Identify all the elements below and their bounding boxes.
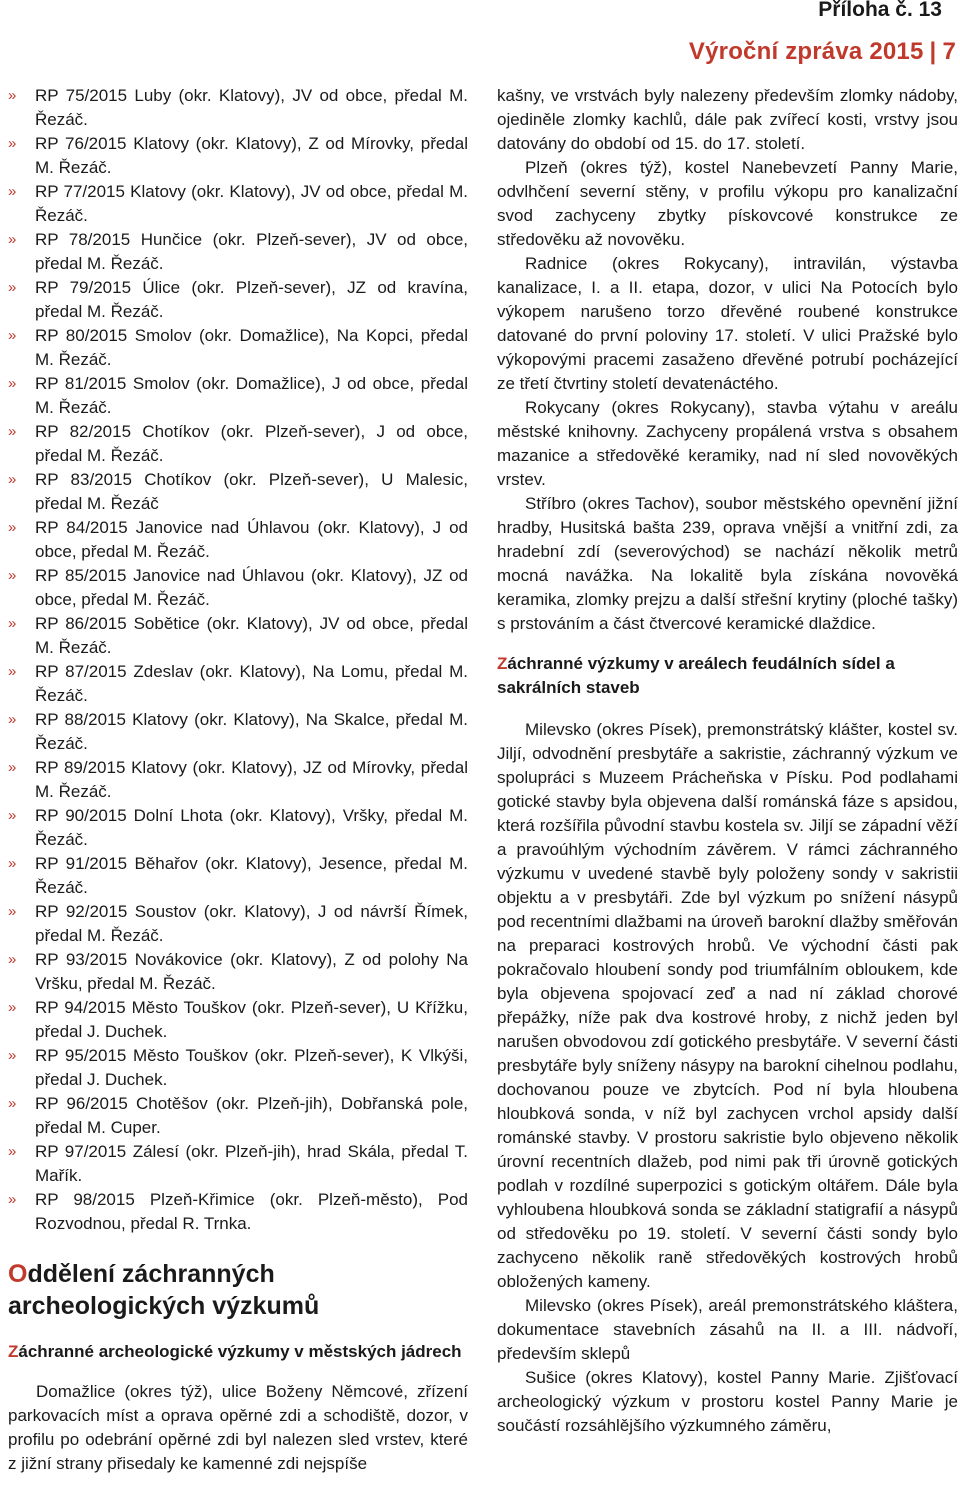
record-entry-text: RP 80/2015 Smolov (okr. Domažlice), Na Kopci, předal M. Řezáč. <box>35 326 468 369</box>
record-entry <box>8 1188 468 1236</box>
paragraph: Rokycany (okres Rokycany), stavba výtahu v areálu městské knihovny. Zachyceny propálená vrstva s obsahem mazanice a středověké keramiky, nad ní sled novověkých vrstev. <box>497 398 958 489</box>
subsection-title <box>497 652 958 700</box>
record-entry <box>8 948 468 996</box>
record-entry <box>8 468 468 516</box>
bullet-icon: » <box>8 615 17 632</box>
record-entry <box>8 660 468 708</box>
paragraph: Stříbro (okres Tachov), soubor městského opevnění jižní hradby, Husitská bašta 239, oprava vnější a vnitřní zdi, za hradební zdí (severovýchod) se nachází několik metrů mocná navážka. Na lokalitě byla získána novověká keramika, zlomky prejzu a další střešní krytiny (ploché tašky) s prstováním a část čtvercové keramické dlaždice. <box>497 494 958 633</box>
record-entry-text: RP 75/2015 Luby (okr. Klatovy), JV od obce, předal M. Řezáč. <box>35 86 468 129</box>
bullet-icon: » <box>8 471 17 488</box>
bullet-icon: » <box>8 183 17 200</box>
bullet-icon: » <box>8 87 17 104</box>
record-entry-text: RP 92/2015 Soustov (okr. Klatovy), J od návrší Římek, předal M. Řezáč. <box>35 902 468 945</box>
report-title: Výroční zpráva 2015 <box>688 38 924 65</box>
record-entry-text: RP 82/2015 Chotíkov (okr. Plzeň-sever), J od obce, předal M. Řezáč. <box>35 422 468 465</box>
record-entry-text: RP 85/2015 Janovice nad Úhlavou (okr. Klatovy), JZ od obce, předal M. Řezáč. <box>35 566 468 609</box>
bullet-icon: » <box>8 279 17 296</box>
bullet-icon: » <box>8 423 17 440</box>
record-entry-text: RP 77/2015 Klatovy (okr. Klatovy), JV od obce, předal M. Řezáč. <box>35 182 468 225</box>
paragraph: Milevsko (okres Písek), premonstrátský klášter, kostel sv. Jiljí, odvodnění presbytáře a sakristie, záchranný výzkum ve spolupráci s Muzeem Prácheňska v Písku. Pod podlahami gotické stavby byla objevena další románská fáze s apsidou, která rozšířila původní stavbu kostela sv. Jiljí se západní věží a pravoúhlým východním závěrem. V rámci záchranného výzkumu v uvedené stavbě byly položeny sondy v sakristii objektu a v presbytáři. Zde byl výzkum po snížení násypů pod recentními dlažbami na úroveň barokní dlažby směřován na preparaci kostrových hrobů. Ve východní části pak pokračovalo hloubení sondy pod triumfálním obloukem, kde byla objevena spojovací zeď a nad ní základ chorové přepážky, níže pak dva kostrové hroby, z nichž jeden byl narušen obvodovou zdí gotického presbytáře. V severní části presbytáře byly sníženy násypy na barokní cihelnou podlahu, dochovanou pouze ve zbytcích. Pod ní byla hloubena hloubková sonda, v níž byl zachycen vrchol apsidy další románské stavby. V prostoru sakristie bylo objeveno několik úrovní recentních dlažeb, pod nimi pak tři úrovně gotických podlah v rozdílné superpozici s gotickým oltářem. Dále byla vyhloubena hloubková sonda se základní statigrafií a násypů od středověku po 19. století. V severní části sondy bylo zachyceno několik raně středověkých kostrových hrobů obložených kameny. <box>497 720 958 1291</box>
record-entry-text: RP 79/2015 Úlice (okr. Plzeň-sever), JZ od kravína, předal M. Řezáč. <box>35 278 468 321</box>
record-entry <box>8 84 468 132</box>
record-entry-text: RP 87/2015 Zdeslav (okr. Klatovy), Na Lomu, předal M. Řezáč. <box>35 662 468 705</box>
bullet-icon: » <box>8 1047 17 1064</box>
record-entry <box>8 1044 468 1092</box>
header-separator: | <box>929 38 937 65</box>
record-entry <box>8 900 468 948</box>
bullet-icon: » <box>8 807 17 824</box>
record-entry-text: RP 89/2015 Klatovy (okr. Klatovy), JZ od Mírovky, předal M. Řezáč. <box>35 758 468 801</box>
record-entry <box>8 708 468 756</box>
record-entry <box>8 612 468 660</box>
paragraph: Plzeň (okres týž), kostel Nanebevzetí Panny Marie, odvlhčení severní stěny, v profilu výkopu pro kanalizační svod zachyceny zbytky pískovcové konstrukce ze středověku až novověku. <box>497 158 958 249</box>
record-entry <box>8 420 468 468</box>
record-entry-text: RP 86/2015 Sobětice (okr. Klatovy), JV od obce, předal M. Řezáč. <box>35 614 468 657</box>
subsection-title-initial: Z <box>497 654 508 673</box>
record-entry-text: RP 98/2015 Plzeň-Křimice (okr. Plzeň-město), Pod Rozvodnou, předal R. Trnka. <box>35 1190 468 1233</box>
bullet-icon: » <box>8 759 17 776</box>
record-entry-text: RP 78/2015 Hunčice (okr. Plzeň-sever), JV od obce, předal M. Řezáč. <box>35 230 468 273</box>
record-entry <box>8 852 468 900</box>
record-entry-text: RP 94/2015 Město Touškov (okr. Plzeň-sever), U Křížku, předal J. Duchek. <box>35 998 468 1041</box>
bullet-icon: » <box>8 375 17 392</box>
record-entry <box>8 1140 468 1188</box>
bullet-icon: » <box>8 567 17 584</box>
paragraph: kašny, ve vrstvách byly nalezeny především zlomky nádoby, ojediněle zlomky kachlů, dále pak zvířecí kosti, vrstvy jsou datovány do období od 15. do 17. století. <box>497 86 958 153</box>
record-entry-text: RP 97/2015 Zálesí (okr. Plzeň-jih), hrad Skála, předal T. Mařík. <box>35 1142 468 1185</box>
record-entry <box>8 756 468 804</box>
bullet-icon: » <box>8 1143 17 1160</box>
record-entry-text: RP 90/2015 Dolní Lhota (okr. Klatovy), Vršky, předal M. Řezáč. <box>35 806 468 849</box>
record-entry-text: RP 81/2015 Smolov (okr. Domažlice), J od obce, předal M. Řezáč. <box>35 374 468 417</box>
record-entry <box>8 372 468 420</box>
record-entry <box>8 564 468 612</box>
bullet-icon: » <box>8 231 17 248</box>
bullet-icon: » <box>8 327 17 344</box>
bullet-icon: » <box>8 519 17 536</box>
paragraph: Radnice (okres Rokycany), intravilán, výstavba kanalizace, I. a II. etapa, dozor, v ulici Na Potocích bylo výkopem narušeno torzo dřevěné roubené konstrukce datované do první poloviny 17. století. V ulici Pražské bylo výkopovými pracemi zasaženo dřevěné potrubí pocházející ze třetí čtvrtiny století devatenáctého. <box>497 254 958 393</box>
record-entry-text: RP 95/2015 Město Touškov (okr. Plzeň-sever), K Vlkýši, předal J. Duchek. <box>35 1046 468 1089</box>
report-header <box>689 38 956 66</box>
record-entry <box>8 132 468 180</box>
bullet-icon: » <box>8 1191 17 1208</box>
record-entry <box>8 804 468 852</box>
paragraph: Sušice (okres Klatovy), kostel Panny Marie. Zjišťovací archeologický výzkum v prostoru kostel Panny Marie je součástí rozsáhlějšího výzkumného záměru, <box>497 1368 958 1435</box>
section-title-initial: O <box>8 1260 28 1288</box>
record-entry-text: RP 93/2015 Novákovice (okr. Klatovy), Z od polohy Na Vršku, předal M. Řezáč. <box>35 950 468 993</box>
section-title <box>8 1258 468 1322</box>
record-entry-text: RP 91/2015 Běhařov (okr. Klatovy), Jesence, předal M. Řezáč. <box>35 854 468 897</box>
record-entry-text: RP 84/2015 Janovice nad Úhlavou (okr. Klatovy), J od obce, předal M. Řezáč. <box>35 518 468 561</box>
section-title-text: ddělení záchranných archeologických výzkumů <box>8 1260 320 1320</box>
subsection-title <box>8 1340 468 1364</box>
subsection-title-text: áchranné archeologické výzkumy v městských jádrech <box>18 1342 462 1361</box>
record-entry-text: RP 88/2015 Klatovy (okr. Klatovy), Na Skalce, předal M. Řezáč. <box>35 710 468 753</box>
page-number: 7 <box>942 38 956 65</box>
right-column <box>497 84 958 1438</box>
bullet-icon: » <box>8 663 17 680</box>
record-entry <box>8 996 468 1044</box>
record-entry <box>8 228 468 276</box>
paragraph: Milevsko (okres Písek), areál premonstrátského kláštera, dokumentace stavebních zásahů na II. a III. nádvoří, především sklepů <box>497 1296 958 1363</box>
left-column <box>8 84 468 1476</box>
bullet-icon: » <box>8 855 17 872</box>
record-entry <box>8 324 468 372</box>
paragraph: Domažlice (okres týž), ulice Boženy Němcové, zřízení parkovacích míst a oprava opěrné zdi a schodiště, dozor, v profilu po odebrání opěrné zdi byl nalezen sled vrstev, které z jižní strany přisedaly ke kamenné zdi nejspíše <box>8 1382 468 1473</box>
record-entry <box>8 1092 468 1140</box>
record-entry <box>8 180 468 228</box>
bullet-icon: » <box>8 711 17 728</box>
record-entry-text: RP 83/2015 Chotíkov (okr. Plzeň-sever), U Malesic, předal M. Řezáč <box>35 470 468 513</box>
bullet-icon: » <box>8 135 17 152</box>
subsection-title-text: áchranné výzkumy v areálech feudálních sídel a sakrálních staveb <box>497 654 895 697</box>
record-entry-text: RP 76/2015 Klatovy (okr. Klatovy), Z od Mírovky, předal M. Řezáč. <box>35 134 468 177</box>
appendix-label: Příloha č. 13 <box>818 0 942 21</box>
bullet-icon: » <box>8 1095 17 1112</box>
bullet-icon: » <box>8 951 17 968</box>
record-entry <box>8 276 468 324</box>
record-list <box>8 84 468 1236</box>
bullet-icon: » <box>8 999 17 1016</box>
record-entry <box>8 516 468 564</box>
record-entry-text: RP 96/2015 Chotěšov (okr. Plzeň-jih), Dobřanská pole, předal M. Cuper. <box>35 1094 468 1137</box>
subsection-title-initial: Z <box>8 1342 19 1361</box>
bullet-icon: » <box>8 903 17 920</box>
